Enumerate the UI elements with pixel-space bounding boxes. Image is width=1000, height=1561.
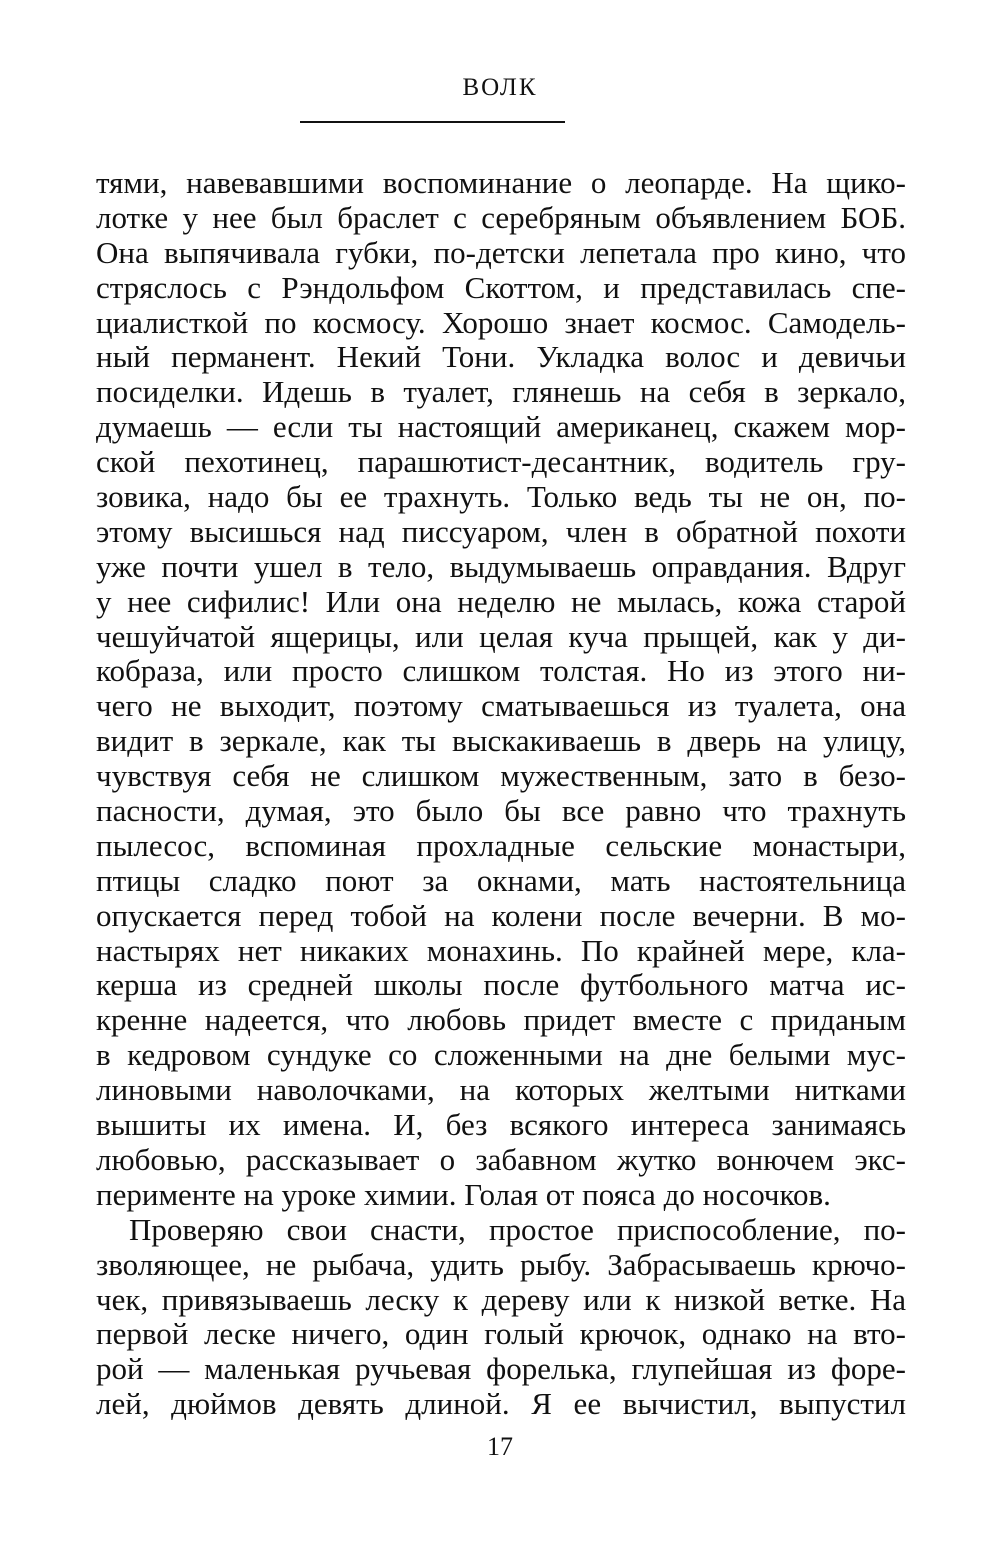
paragraph-2: [96, 1213, 906, 1422]
text-line: уже почти ушел в тело, выдумываешь оправдания. Вдруг: [96, 548, 906, 584]
text-line: лотке у нее был браслет с серебряным объявлением БОБ.: [96, 199, 906, 235]
text-line: стряслось с Рэндольфом Скоттом, и представилась спе-: [96, 269, 906, 305]
text-line: чек, привязываешь леску к дереву или к низкой ветке. На: [96, 1281, 906, 1317]
text-line: пасности, думая, это было бы все равно что трахнуть: [96, 793, 906, 829]
text-line: зволяющее, не рыбача, удить рыбу. Забрасываешь крючо-: [96, 1246, 906, 1282]
text-line: лей, дюймов девять длиной. Я ее вычистил, выпустил: [96, 1386, 906, 1422]
page-number: 17: [487, 1432, 513, 1461]
text-line: рой — маленькая ручьевая форелька, глупейшая из форе-: [96, 1351, 906, 1387]
text-line: кренне надеется, что любовь придет вместе с приданым: [96, 1002, 906, 1038]
body-text: [96, 166, 906, 1422]
text-line: первой леске ничего, один голый крючок, однако на вто-: [96, 1316, 906, 1352]
text-line: чешуйчатой ящерицы, или целая куча прыщей, как у ди-: [96, 618, 906, 654]
text-line: линовыми наволочками, на которых желтыми нитками: [96, 1072, 906, 1108]
text-line: ный перманент. Некий Тони. Укладка волос и девичьи: [96, 339, 906, 375]
text-line: этому высишься над писсуаром, член в обратной похоти: [96, 513, 906, 549]
text-line: у нее сифилис! Или она неделю не мылась, кожа старой: [96, 583, 906, 619]
text-line: опускается перед тобой на колени после вечерни. В мо-: [96, 897, 906, 933]
text-line: ской пехотинец, парашютист-десантник, водитель гру-: [96, 444, 906, 480]
text-line: чего не выходит, поэтому сматываешься из туалета, она: [96, 688, 906, 724]
text-line: циалисткой по космосу. Хорошо знает космос. Самодель-: [96, 304, 906, 340]
text-line: вышиты их имена. И, без всякого интереса занимаясь: [96, 1107, 906, 1143]
text-line: птицы сладко поют за окнами, мать настоятельница: [96, 862, 906, 898]
text-line: Проверяю свои снасти, простое приспособление, по-: [129, 1211, 906, 1247]
text-line: настырях нет никаких монахинь. По крайней мере, кла-: [96, 932, 906, 968]
text-line: посиделки. Идешь в туалет, глянешь на себя в зеркало,: [96, 374, 906, 410]
text-line: думаешь — если ты настоящий американец, скажем мор-: [96, 409, 906, 445]
text-line: кобраза, или просто слишком толстая. Но из этого ни-: [96, 653, 906, 689]
text-line: зовика, надо бы ее трахнуть. Только ведь ты не он, по-: [96, 479, 906, 515]
header-rule: [300, 121, 565, 123]
running-head: ВОЛК: [462, 74, 538, 101]
text-line: Она выпячивала губки, по-детски лепетала про кино, что: [96, 234, 906, 270]
text-line: перименте на уроке химии. Голая от пояса до носочков.: [96, 1176, 831, 1212]
text-line: тями, навевавшими воспоминание о леопарде. На щико-: [96, 165, 906, 200]
text-line: пылесос, вспоминая прохладные сельские монастыри,: [96, 827, 906, 863]
text-line: любовью, рассказывает о забавном жутко вонючем экс-: [96, 1141, 906, 1177]
paragraph-1: [96, 166, 906, 1213]
text-line: видит в зеркале, как ты выскакиваешь в дверь на улицу,: [96, 723, 906, 759]
text-line: в кедровом сундуке со сложенными на дне белыми мус-: [96, 1037, 906, 1073]
text-line: чувствуя себя не слишком мужественным, зато в безо-: [96, 758, 906, 794]
text-line: керша из средней школы после футбольного матча ис-: [96, 967, 906, 1003]
